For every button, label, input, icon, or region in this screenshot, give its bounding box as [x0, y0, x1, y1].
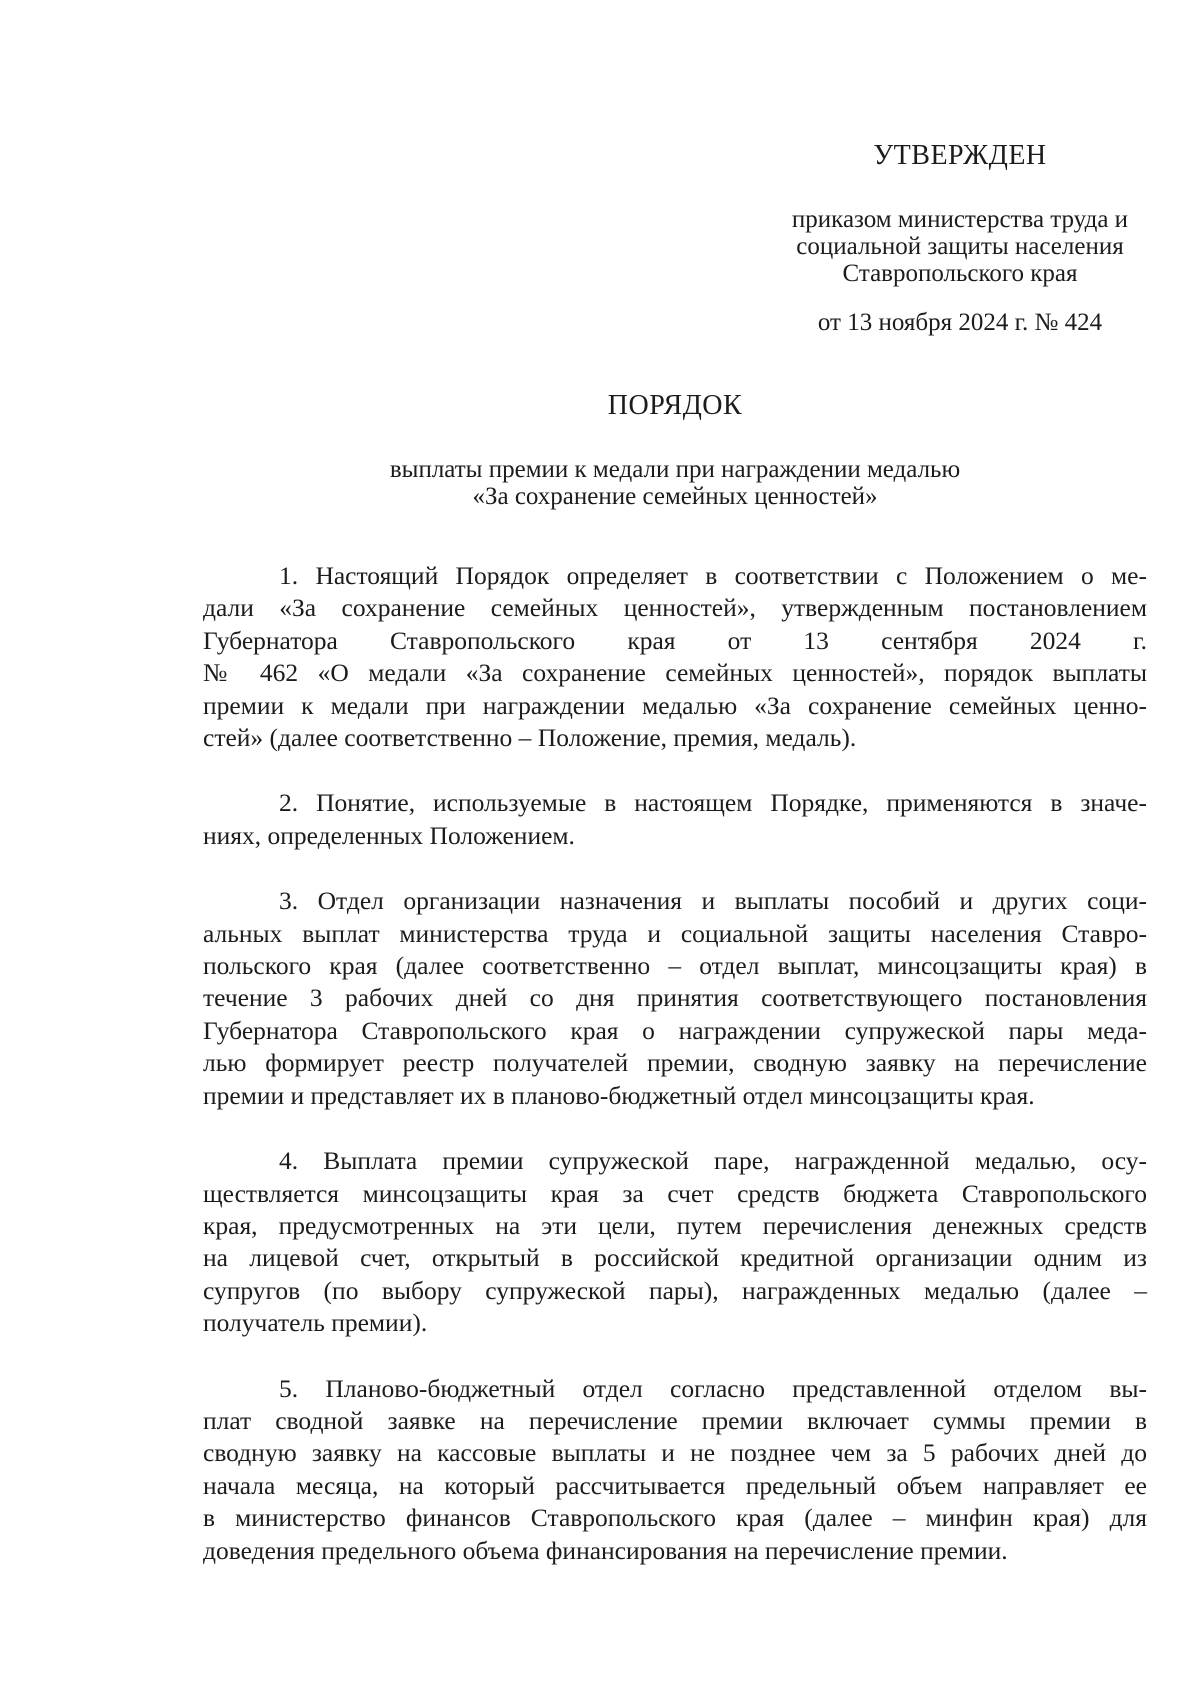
approval-authority-line: социальной защиты населения — [796, 233, 1124, 260]
paragraph-line: польского края (далее соответственно – отдел выплат, минсоцзащиты края) в — [203, 951, 1147, 981]
paragraph-line: в министерство финансов Ставропольского края (далее – минфин края) для — [203, 1503, 1147, 1533]
paragraph-line: ществляется минсоцзащиты края за счет средств бюджета Ставропольского — [203, 1178, 1147, 1208]
approval-stamp-title: УТВЕРЖДЕН — [873, 140, 1047, 171]
paragraph-line: Губернатора Ставропольского края от 13 сентября 2024 г. — [203, 625, 1147, 655]
paragraph-line: Губернатора Ставропольского края о награждении супружеской пары меда- — [203, 1015, 1147, 1045]
paragraph-2 — [203, 787, 1147, 852]
document-subtitle-line: «За сохранение семейных ценностей» — [472, 483, 878, 510]
approval-authority-line: приказом министерства труда и — [791, 206, 1129, 233]
paragraph-line: 5. Планово-бюджетный отдел согласно представленной отделом вы- — [279, 1373, 1147, 1403]
paragraph-1 — [203, 560, 1147, 754]
paragraph-line: дали «За сохранение семейных ценностей», утвержденным постановлением — [203, 593, 1147, 623]
paragraph-line: начала месяца, на который рассчитывается предельный объем направляет ее — [203, 1470, 1147, 1500]
paragraph-line: лью формирует реестр получателей премии, сводную заявку на перечисление — [203, 1048, 1147, 1078]
paragraph-line: 3. Отдел организации назначения и выплаты пособий и других соци- — [279, 886, 1147, 916]
document-title: ПОРЯДОК — [607, 390, 743, 421]
paragraph-line: супругов (по выбору супружеской пары), награжденных медалью (далее – — [203, 1275, 1147, 1305]
paragraph-line: № 462 «О медали «За сохранение семейных ценностей», порядок выплаты — [203, 658, 1147, 688]
paragraph-line: 4. Выплата премии супружеской паре, награжденной медалью, осу- — [279, 1146, 1147, 1176]
paragraph-line: 2. Понятие, используемые в настоящем Порядке, применяются в значе- — [279, 788, 1147, 818]
approval-authority-line: Ставропольского края — [842, 260, 1078, 287]
paragraph-line: плат сводной заявке на перечисление премии включает суммы премии в — [203, 1405, 1147, 1435]
paragraph-line: премии к медали при награждении медалью «За сохранение семейных ценно- — [203, 690, 1147, 720]
paragraph-line: доведения предельного объема финансирования на перечисление премии. — [203, 1535, 1008, 1565]
approval-date: от 13 ноября 2024 г. № 424 — [817, 309, 1103, 336]
paragraph-line: получатель премии). — [203, 1308, 428, 1338]
paragraph-line: сводную заявку на кассовые выплаты и не позднее чем за 5 рабочих дней до — [203, 1438, 1147, 1468]
paragraph-line: стей» (далее соответственно – Положение, премия, медаль). — [203, 723, 857, 753]
paragraph-line: премии и представляет их в планово-бюджетный отдел минсоцзащиты края. — [203, 1080, 1035, 1110]
paragraph-4 — [203, 1145, 1147, 1339]
paragraph-line: 1. Настоящий Порядок определяет в соответствии с Положением о ме- — [279, 561, 1147, 590]
paragraph-line: на лицевой счет, открытый в российской кредитной организации одним из — [203, 1243, 1147, 1273]
paragraph-line: альных выплат министерства труда и социальной защиты населения Ставро- — [203, 918, 1147, 948]
document-subtitle-line: выплаты премии к медали при награждении медалью — [389, 456, 961, 483]
approval-authority — [760, 206, 1160, 287]
paragraph-line: течение 3 рабочих дней со дня принятия соответствующего постановления — [203, 983, 1147, 1013]
document-subtitle — [0, 456, 1200, 510]
paragraph-5 — [203, 1373, 1147, 1567]
approval-block — [760, 140, 1160, 337]
paragraph-3 — [203, 885, 1147, 1112]
paragraph-line: ниях, определенных Положением. — [203, 820, 575, 850]
paragraph-line: края, предусмотренных на эти цели, путем перечисления денежных средств — [203, 1210, 1147, 1240]
document-body — [203, 560, 1147, 1600]
